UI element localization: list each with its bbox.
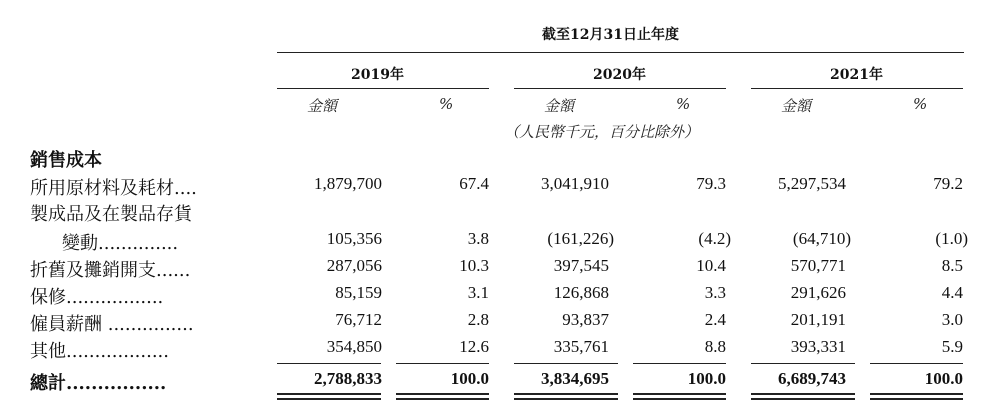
year-2021-rule xyxy=(751,88,963,89)
subtotal-rule xyxy=(396,363,489,364)
table-cell: 8.8 xyxy=(704,337,726,356)
subtotal-rule xyxy=(514,363,618,364)
table-cell: 287,056 xyxy=(326,256,382,275)
table-cell: 354,850 xyxy=(326,337,382,356)
total-cell: 6,689,743 xyxy=(778,369,846,388)
total-cell: 100.0 xyxy=(450,369,489,388)
total-double-rule xyxy=(633,398,726,400)
total-double-rule xyxy=(870,398,963,400)
year-2020-rule xyxy=(514,88,726,89)
table-cell: 1,879,700 xyxy=(314,174,382,193)
table-cell: 126,868 xyxy=(553,283,609,302)
period-heading: 截至12月31日止年度 xyxy=(542,27,679,43)
table-cell: (1.0) xyxy=(935,229,968,248)
total-cell: 2,788,833 xyxy=(314,369,382,388)
row-label-inventory-change-cont: 變動.............. xyxy=(62,233,179,254)
total-double-rule xyxy=(277,398,381,400)
table-cell: 79.3 xyxy=(696,174,726,193)
table-cell: 570,771 xyxy=(790,256,846,275)
total-double-rule xyxy=(277,393,381,395)
total-cell: 100.0 xyxy=(924,369,963,388)
row-label-inventory-change: 製成品及在製品存貨 xyxy=(30,204,192,225)
row-label-employee-comp: 僱員薪酬 ............... xyxy=(30,314,194,335)
table-cell: 76,712 xyxy=(335,310,382,329)
row-label-others: 其他.................. xyxy=(30,341,169,362)
table-cell: 335,761 xyxy=(553,337,609,356)
total-double-rule xyxy=(751,398,855,400)
row-label-warranty: 保修................. xyxy=(30,287,164,308)
table-cell: 12.6 xyxy=(459,337,489,356)
year-2020-heading: 2020年 xyxy=(593,67,646,83)
percent-label-2019: % xyxy=(439,95,454,113)
amount-label-2019: 金額 xyxy=(307,97,338,115)
total-cell: 100.0 xyxy=(687,369,726,388)
period-rule xyxy=(277,52,964,53)
table-cell: 5.9 xyxy=(941,337,963,356)
year-2021-heading: 2021年 xyxy=(830,67,883,83)
table-cell: 4.4 xyxy=(941,283,963,302)
table-cell: 3.1 xyxy=(467,283,489,302)
table-cell: 3.0 xyxy=(941,310,963,329)
total-double-rule xyxy=(870,393,963,395)
amount-label-2020: 金額 xyxy=(544,97,575,115)
table-cell: (4.2) xyxy=(698,229,731,248)
table-cell: (161,226) xyxy=(547,229,614,248)
percent-label-2021: % xyxy=(913,95,928,113)
table-cell: 93,837 xyxy=(562,310,609,329)
subtotal-rule xyxy=(751,363,855,364)
row-label-total: 總計................ xyxy=(30,373,167,394)
table-cell: 2.8 xyxy=(467,310,489,329)
amount-label-2021: 金額 xyxy=(781,97,812,115)
table-cell: 85,159 xyxy=(335,283,382,302)
table-cell: 3.3 xyxy=(704,283,726,302)
total-double-rule xyxy=(514,393,618,395)
table-cell: 393,331 xyxy=(790,337,846,356)
row-label-depreciation: 折舊及攤銷開支...... xyxy=(30,260,191,281)
total-double-rule xyxy=(396,398,489,400)
unit-note: （人民幣千元，百分比除外） xyxy=(504,123,700,141)
table-cell: 10.3 xyxy=(459,256,489,275)
section-title: 銷售成本 xyxy=(30,150,102,171)
table-cell: 105,356 xyxy=(326,229,382,248)
year-2019-heading: 2019年 xyxy=(351,67,404,83)
table-cell: 291,626 xyxy=(790,283,846,302)
table-cell: 8.5 xyxy=(941,256,963,275)
table-cell: (64,710) xyxy=(792,229,851,248)
table-cell: 79.2 xyxy=(933,174,963,193)
total-double-rule xyxy=(396,393,489,395)
table-cell: 397,545 xyxy=(553,256,609,275)
subtotal-rule xyxy=(870,363,963,364)
row-label-raw-materials: 所用原材料及耗材.... xyxy=(30,178,197,199)
total-double-rule xyxy=(751,393,855,395)
table-cell: 3,041,910 xyxy=(541,174,609,193)
year-2019-rule xyxy=(277,88,489,89)
table-cell: 2.4 xyxy=(704,310,726,329)
percent-label-2020: % xyxy=(676,95,691,113)
total-double-rule xyxy=(514,398,618,400)
table-cell: 5,297,534 xyxy=(778,174,846,193)
total-double-rule xyxy=(633,393,726,395)
table-cell: 67.4 xyxy=(459,174,489,193)
table-cell: 201,191 xyxy=(790,310,846,329)
table-cell: 10.4 xyxy=(696,256,726,275)
table-cell: 3.8 xyxy=(467,229,489,248)
total-cell: 3,834,695 xyxy=(541,369,609,388)
subtotal-rule xyxy=(277,363,381,364)
subtotal-rule xyxy=(633,363,726,364)
